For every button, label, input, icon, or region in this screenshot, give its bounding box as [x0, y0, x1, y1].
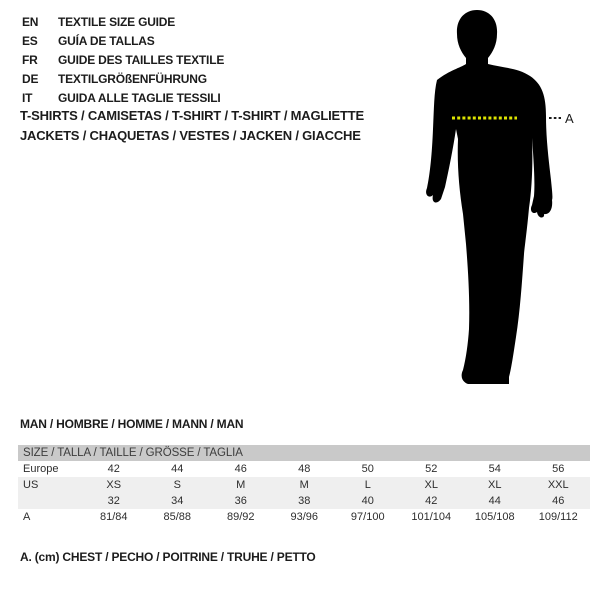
- language-code: EN: [22, 15, 39, 29]
- table-cell: 50: [361, 463, 374, 475]
- language-label: GUIDA ALLE TAGLIE TESSILI: [58, 91, 221, 105]
- table-cell: 42: [107, 463, 120, 475]
- table-cell: 42: [400, 493, 464, 509]
- table-row-us: [18, 477, 590, 493]
- language-code: FR: [22, 53, 38, 67]
- table-cell: M: [209, 477, 273, 493]
- table-header: SIZE / TALLA / TAILLE / GRÖSSE / TAGLIA: [18, 445, 590, 461]
- table-cell: 89/92: [226, 511, 255, 523]
- language-label: TEXTILGRÖßENFÜHRUNG: [58, 72, 207, 86]
- language-label: GUÍA DE TALLAS: [58, 34, 155, 48]
- table-cell: 46: [234, 463, 247, 475]
- table-cell: 46: [527, 493, 591, 509]
- table-cell: XL: [463, 477, 527, 493]
- table-cell: 105/108: [474, 511, 515, 523]
- row-label: Europe: [23, 463, 59, 475]
- table-cell: 38: [273, 493, 337, 509]
- measurement-footnote: A. (cm) CHEST / PECHO / POITRINE / TRUHE / PETTO: [20, 550, 316, 564]
- table-cell: 40: [336, 493, 400, 509]
- table-cell: 52: [425, 463, 438, 475]
- table-cell: XL: [400, 477, 464, 493]
- table-cell: 44: [171, 463, 184, 475]
- table-row-chest: [18, 509, 590, 525]
- language-row: [22, 51, 224, 70]
- table-row-europe: [18, 461, 590, 477]
- section-title: MAN / HOMBRE / HOMME / MANN / MAN: [20, 417, 244, 431]
- table-cell: M: [273, 477, 337, 493]
- table-cell: 44: [463, 493, 527, 509]
- table-cell: 97/100: [350, 511, 385, 523]
- language-list: [22, 13, 224, 108]
- language-row: [22, 70, 224, 89]
- language-label: GUIDE DES TAILLES TEXTILE: [58, 53, 225, 67]
- table-cell: 85/88: [163, 511, 192, 523]
- table-cell: 54: [488, 463, 501, 475]
- table-cell: 109/112: [538, 511, 578, 523]
- table-cell: XS: [82, 477, 146, 493]
- table-cell: 36: [209, 493, 273, 509]
- table-cell: 93/96: [290, 511, 319, 523]
- row-label: US: [18, 477, 82, 493]
- category-list: [20, 106, 364, 146]
- table-cell: XXL: [527, 477, 591, 493]
- language-code: IT: [22, 91, 33, 105]
- table-cell: 32: [82, 493, 146, 509]
- man-silhouette-figure: [408, 8, 592, 390]
- table-row-uk: [18, 493, 590, 509]
- language-code: DE: [22, 72, 39, 86]
- table-cell: 101/104: [411, 511, 452, 523]
- man-silhouette: [426, 10, 552, 384]
- language-row: [22, 13, 224, 32]
- row-label: A: [23, 511, 31, 523]
- size-table: [18, 445, 590, 525]
- row-label: [18, 493, 82, 509]
- table-cell: 34: [146, 493, 210, 509]
- category-tshirts: T-SHIRTS / CAMISETAS / T-SHIRT / T-SHIRT / MAGLIETTE: [20, 108, 364, 123]
- measurement-label-a: A: [565, 111, 574, 126]
- table-cell: L: [336, 477, 400, 493]
- table-header-row: [18, 445, 590, 461]
- language-label: TEXTILE SIZE GUIDE: [58, 15, 176, 29]
- category-jackets: JACKETS / CHAQUETAS / VESTES / JACKEN / GIACCHE: [20, 128, 361, 143]
- language-code: ES: [22, 34, 38, 48]
- table-cell: 56: [552, 463, 565, 475]
- table-cell: S: [146, 477, 210, 493]
- language-row: [22, 32, 224, 51]
- table-cell: 81/84: [99, 511, 128, 523]
- table-cell: 48: [298, 463, 311, 475]
